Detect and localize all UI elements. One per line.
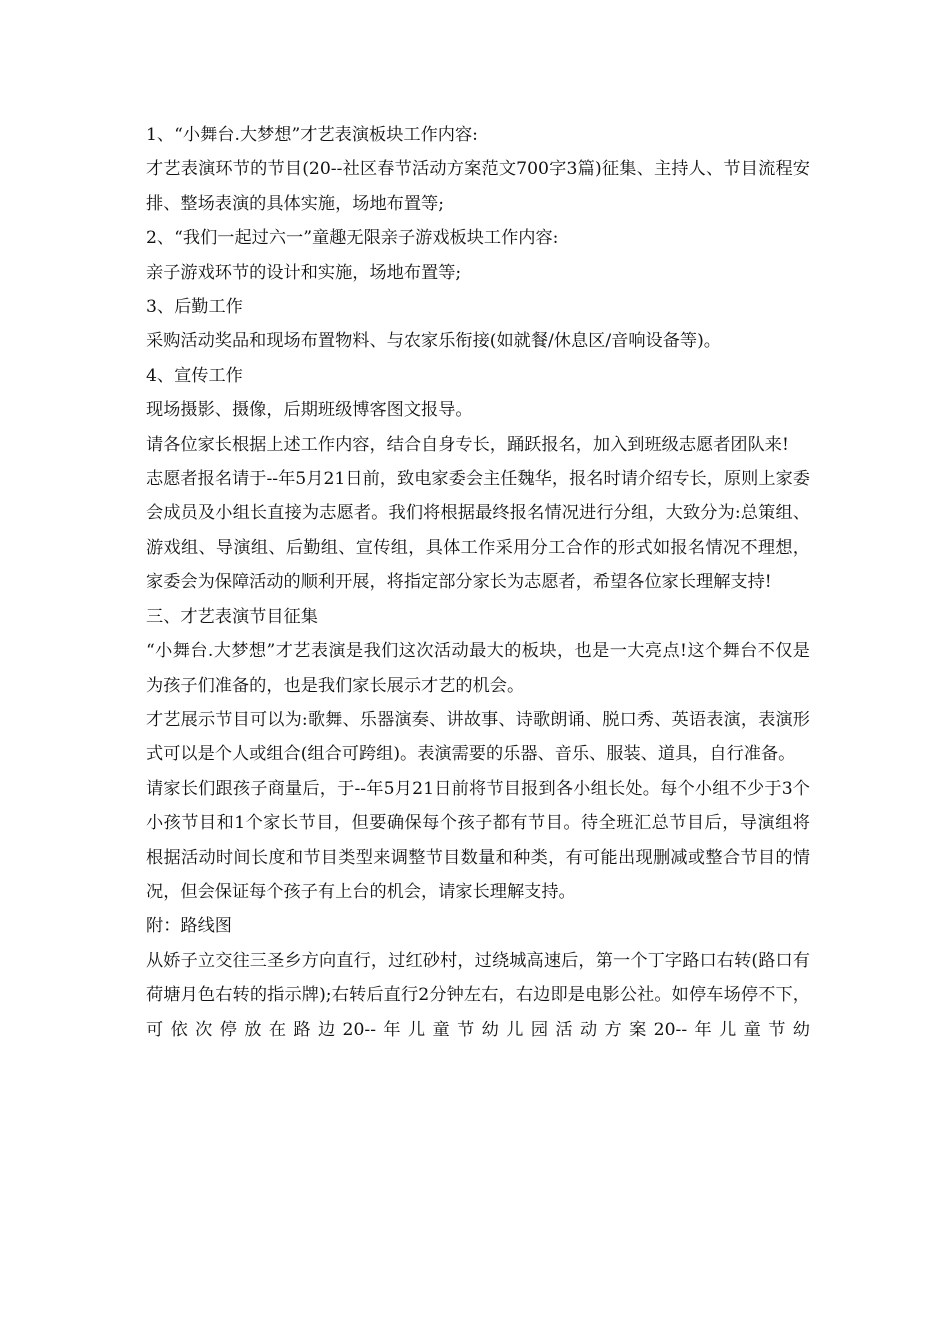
paragraph-talent-types: 才艺展示节目可以为:歌舞、乐器演奏、讲故事、诗歌朗诵、脱口秀、英语表演，表演形式可以是个人或组合(组合可跨组)。表演需要的乐器、音乐、服装、道具，自行准备。 <box>146 709 810 765</box>
paragraph-signup-call: 请各位家长根据上述工作内容，结合自身专长，踊跃报名，加入到班级志愿者团队来! <box>146 434 789 455</box>
paragraph-section-3-body: 采购活动奖品和现场布置物料、与农家乐衔接(如就餐/休息区/音响设备等)。 <box>146 331 721 352</box>
paragraph-talent-submission: 请家长们跟孩子商量后，于--年5月21日前将节目报到各小组长处。每个小组不少于3个小孩节目和1个家长节目，但要确保每个孩子都有节目。待全班汇总节目后，导演组将根据活动时间长度和节目类型来调整节目数量和种类，有可能出现删减或整合节目的情况，但会保证每个孩子有上台的机会，请家长理解支持。 <box>146 778 810 902</box>
paragraph-section-1-body: 才艺表演环节的节目(20--社区春节活动方案范文700字3篇)征集、主持人、节目流程安排、整场表演的具体实施，场地布置等; <box>146 159 810 214</box>
paragraph-section-2-body: 亲子游戏环节的设计和实施，场地布置等; <box>146 262 462 283</box>
paragraph-talent-intro: “小舞台.大梦想”才艺表演是我们这次活动最大的板块，也是一大亮点!这个舞台不仅是为孩子们准备的，也是我们家长展示才艺的机会。 <box>146 641 810 696</box>
paragraph-section-2-heading: 2、“我们一起过六一”童趣无限亲子游戏板块工作内容: <box>146 228 559 249</box>
paragraph-section-4-body: 现场摄影、摄像，后期班级博客图文报导。 <box>146 400 473 421</box>
paragraph-route-body: 从娇子立交往三圣乡方向直行，过红砂村，过绕城高速后，第一个丁字路口右转(路口有荷塘月色右转的指示牌);右转后直行2分钟左右，右边即是电影公社。如停车场停不下，可依次停放在路边20--年儿童节幼儿园活动方案20--年儿童节幼 <box>146 950 810 1040</box>
paragraph-route-heading: 附：路线图 <box>146 916 232 937</box>
paragraph-talent-heading: 三、才艺表演节目征集 <box>146 606 318 627</box>
paragraph-section-4-heading: 4、宣传工作 <box>146 365 243 386</box>
paragraph-volunteer-info: 志愿者报名请于--年5月21日前，致电家委会主任魏华，报名时请介绍专长，原则上家委会成员及小组长直接为志愿者。我们将根据最终报名情况进行分组，大致分为:总策组、游戏组、导演组、后勤组、宣传组，具体工作采用分工合作的形式如报名情况不理想，家委会为保障活动的顺利开展，将指定部分家长为志愿者，希望各位家长理解支持! <box>146 469 810 593</box>
paragraph-section-1-heading: 1、“小舞台.大梦想”才艺表演板块工作内容: <box>146 125 478 145</box>
paragraph-section-3-heading: 3、后勤工作 <box>146 297 243 318</box>
document-page <box>146 118 810 1047</box>
